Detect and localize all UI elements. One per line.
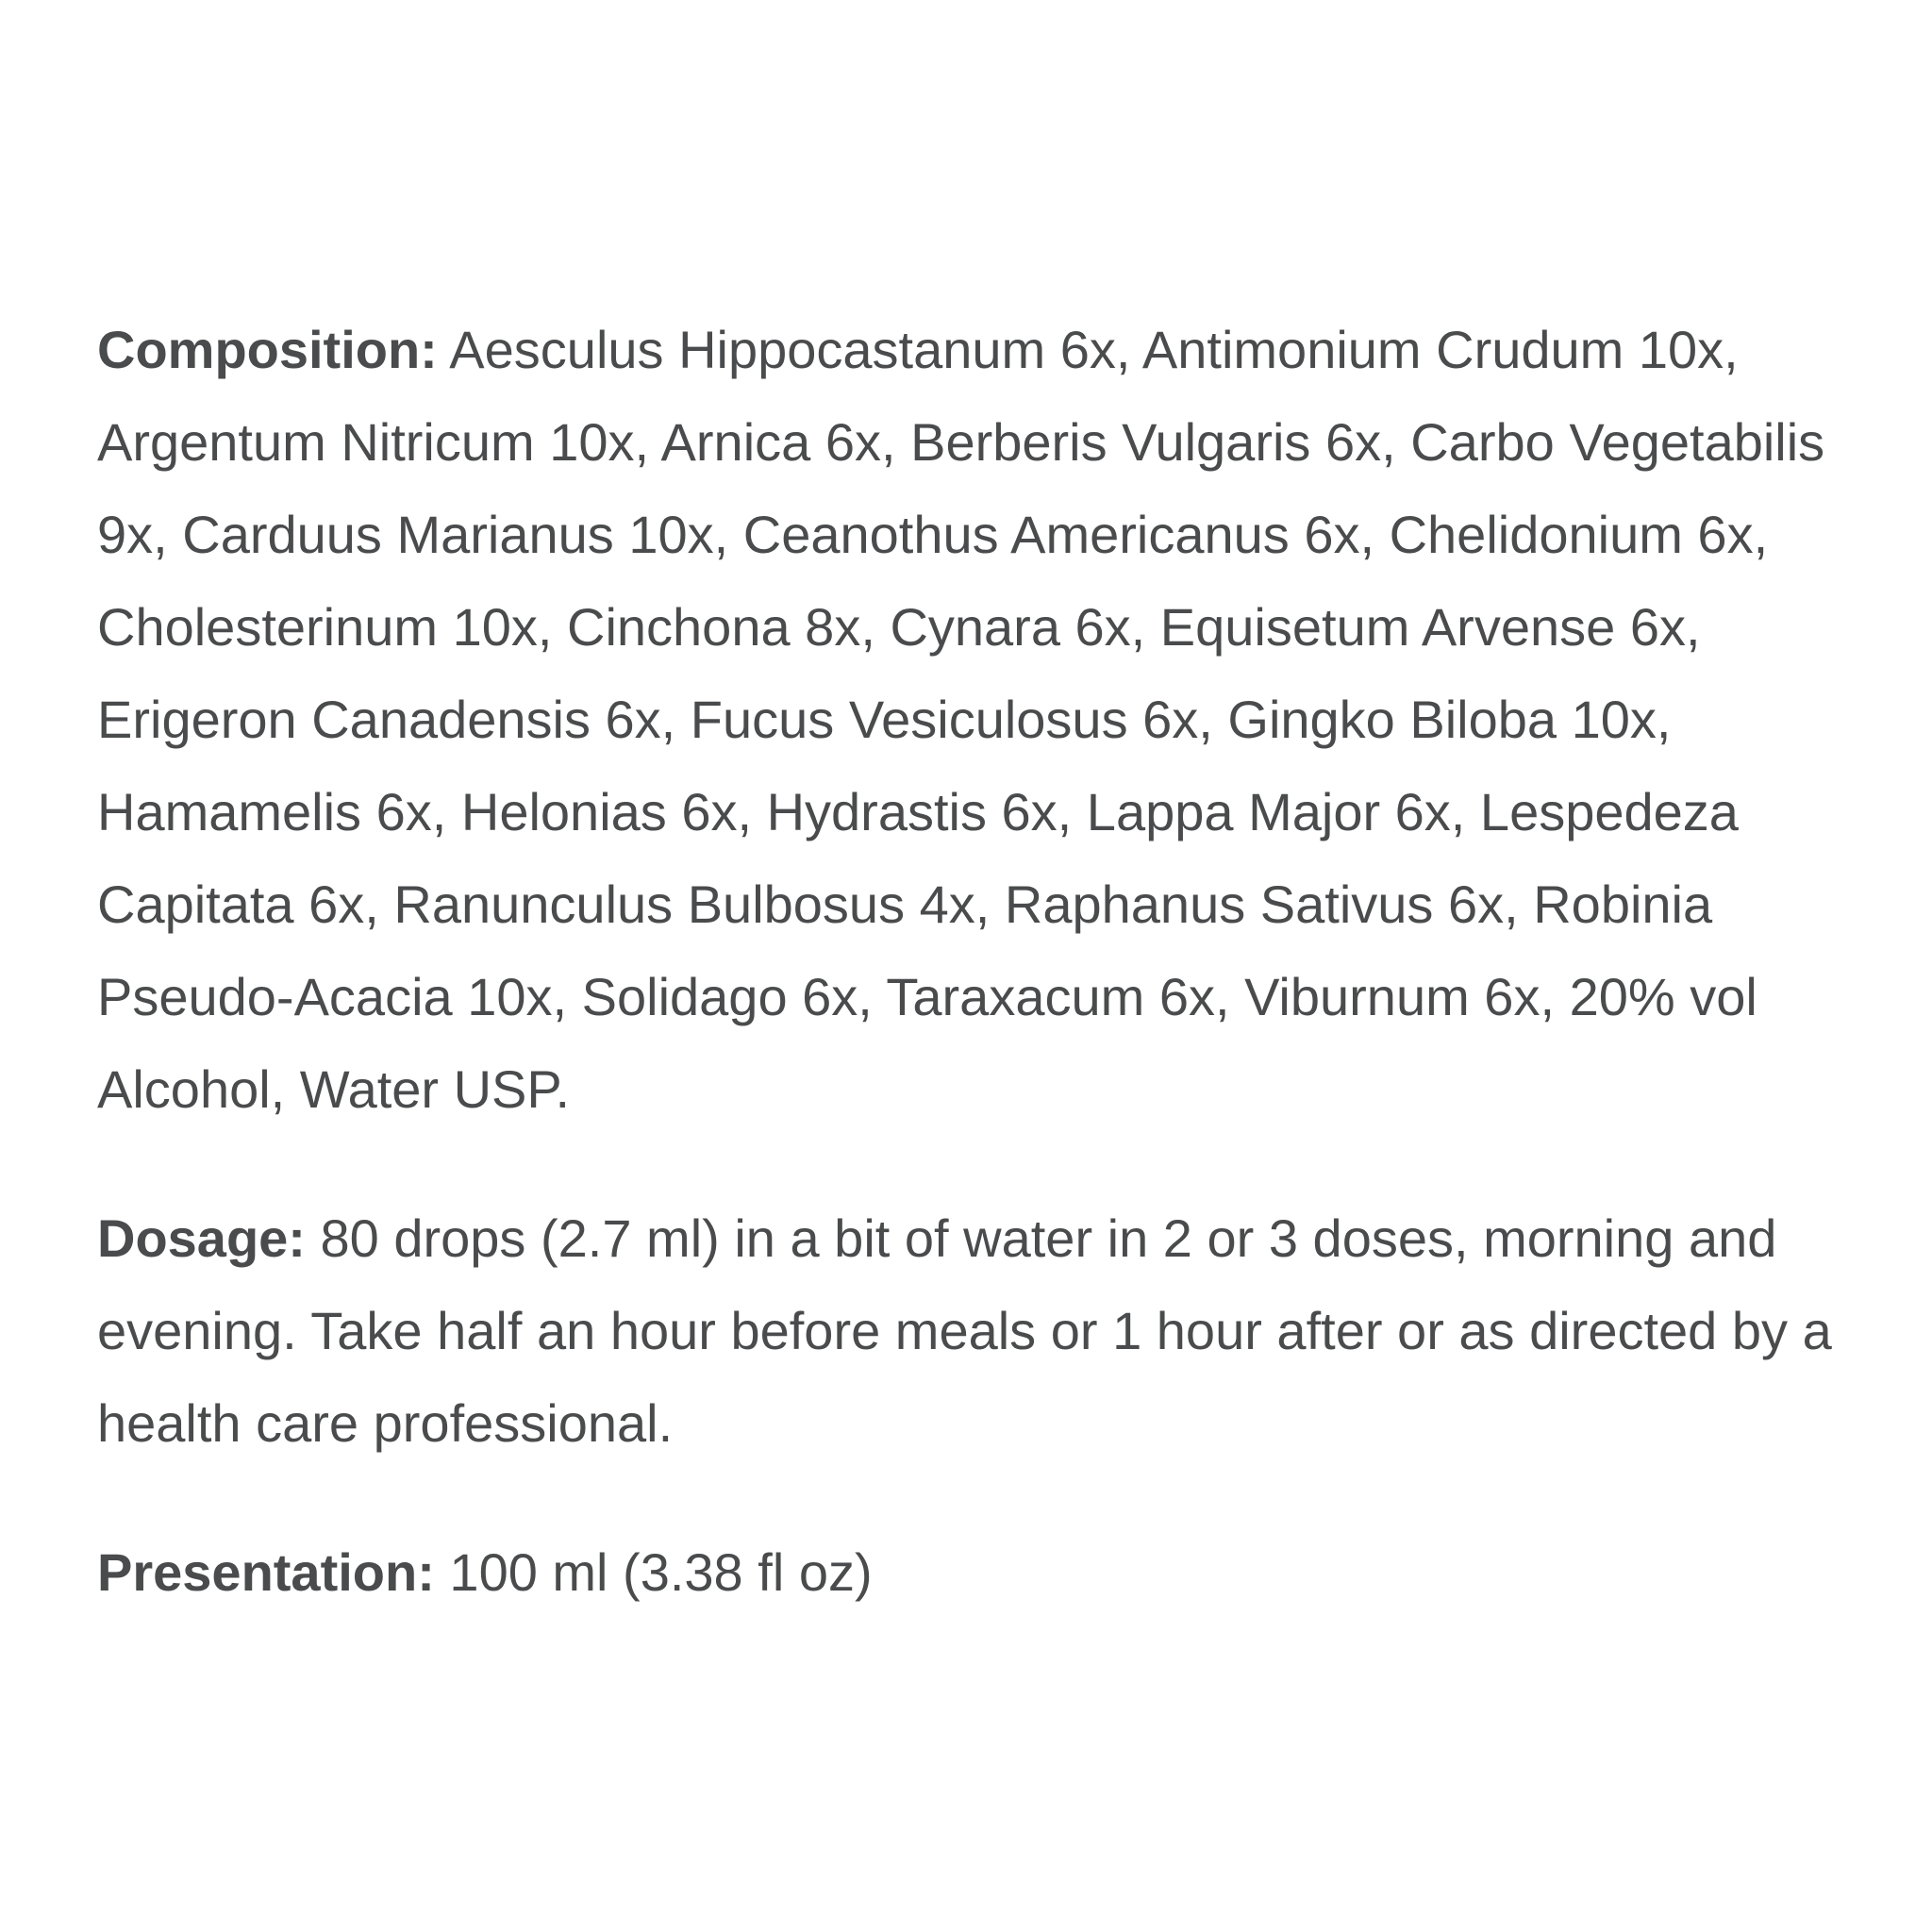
dosage-label: Dosage: xyxy=(97,1208,306,1268)
dosage-text: 80 drops (2.7 ml) in a bit of water in 2 or 3 doses, morning and evening. Take half an hour before meals or 1 hour after or as directed by a health care professional. xyxy=(97,1208,1832,1453)
presentation-label: Presentation: xyxy=(97,1542,435,1602)
composition-section xyxy=(97,304,1871,1136)
presentation-text: 100 ml (3.38 fl oz) xyxy=(434,1542,873,1602)
composition-text: Aesculus Hippocastanum 6x, Antimonium Crudum 10x, Argentum Nitricum 10x, Arnica 6x, Berberis Vulgaris 6x, Carbo Vegetabilis 9x, Carduus Marianus 10x, Ceanothus Americanus 6x, Chelidonium 6x, Cholesterinum 10x, Cinchona 8x, Cynara 6x, Equisetum Arvense 6x, Erigeron Canadensis 6x, Fucus Vesiculosus 6x, Gingko Biloba 10x, Hamamelis 6x, Helonias 6x, Hydrastis 6x, Lappa Major 6x, Lespedeza Capitata 6x, Ranunculus Bulbosus 4x, Raphanus Sativus 6x, Robinia Pseudo-Acacia 10x, Solidago 6x, Taraxacum 6x, Viburnum 6x, 20% vol Alcohol, Water USP. xyxy=(97,320,1825,1119)
composition-label: Composition: xyxy=(97,320,438,379)
dosage-section xyxy=(97,1192,1871,1470)
presentation-section xyxy=(97,1526,1871,1619)
product-info xyxy=(97,304,1871,1619)
